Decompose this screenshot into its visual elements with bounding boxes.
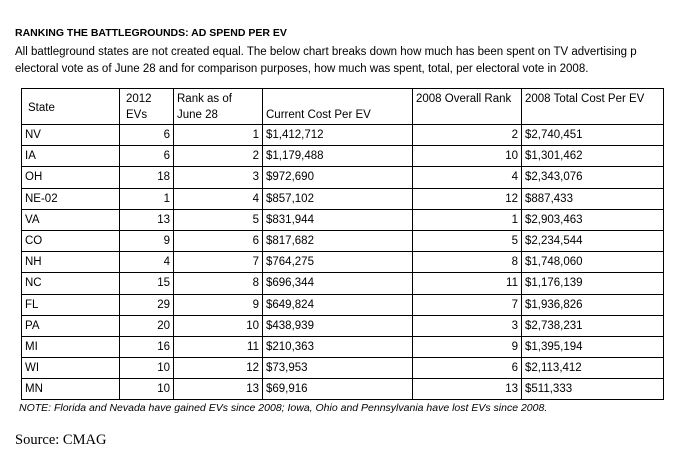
- header-rank-june-28: Rank as of June 28: [174, 89, 263, 125]
- document-heading: RANKING THE BATTLEGROUNDS: AD SPEND PER EV: [15, 27, 287, 39]
- cell-2008-rank: 13: [413, 379, 522, 400]
- cell-2008-rank: 10: [413, 146, 522, 167]
- cell-rank-june-28: 10: [174, 315, 263, 336]
- cell-2008-rank: 8: [413, 252, 522, 273]
- cell-current-cost: $972,690: [263, 167, 413, 188]
- cell-2008-rank: 6: [413, 358, 522, 379]
- cell-2008-rank: 11: [413, 273, 522, 294]
- cell-2008-total-cost: $2,903,463: [522, 209, 664, 230]
- cell-state: NE-02: [22, 188, 120, 209]
- cell-rank-june-28: 5: [174, 209, 263, 230]
- cell-state: MN: [22, 379, 120, 400]
- cell-2012-evs: 9: [120, 230, 174, 251]
- cell-rank-june-28: 11: [174, 336, 263, 357]
- table-row: [22, 230, 664, 251]
- cell-2008-rank: 4: [413, 167, 522, 188]
- intro-line-1: All battleground states are not created equal. The below chart breaks down how much has been spent on TV advertising p: [15, 46, 637, 58]
- cell-rank-june-28: 3: [174, 167, 263, 188]
- cell-2008-rank: 2: [413, 125, 522, 146]
- cell-2012-evs: 6: [120, 125, 174, 146]
- table-row: [22, 336, 664, 357]
- cell-state: NV: [22, 125, 120, 146]
- cell-state: CO: [22, 230, 120, 251]
- table-header-row: [22, 89, 664, 125]
- table-row: [22, 358, 664, 379]
- cell-2012-evs: 18: [120, 167, 174, 188]
- cell-state: VA: [22, 209, 120, 230]
- cell-rank-june-28: 9: [174, 294, 263, 315]
- cell-current-cost: $649,824: [263, 294, 413, 315]
- cell-current-cost: $1,179,488: [263, 146, 413, 167]
- cell-2012-evs: 20: [120, 315, 174, 336]
- cell-state: NH: [22, 252, 120, 273]
- cell-2008-total-cost: $1,936,826: [522, 294, 664, 315]
- cell-2008-rank: 7: [413, 294, 522, 315]
- cell-2008-total-cost: $2,234,544: [522, 230, 664, 251]
- header-2012-evs: 2012 EVs: [120, 89, 174, 125]
- cell-state: IA: [22, 146, 120, 167]
- cell-current-cost: $817,682: [263, 230, 413, 251]
- cell-2012-evs: 29: [120, 294, 174, 315]
- table-row: [22, 379, 664, 400]
- cell-2012-evs: 16: [120, 336, 174, 357]
- cell-current-cost: $438,939: [263, 315, 413, 336]
- cell-state: NC: [22, 273, 120, 294]
- cell-2008-total-cost: $887,433: [522, 188, 664, 209]
- cell-2012-evs: 10: [120, 379, 174, 400]
- cell-2008-total-cost: $2,113,412: [522, 358, 664, 379]
- table-row: [22, 294, 664, 315]
- table-row: [22, 209, 664, 230]
- cell-2008-total-cost: $1,748,060: [522, 252, 664, 273]
- header-2008-total-cost: 2008 Total Cost Per EV: [522, 89, 664, 125]
- cell-2008-total-cost: $2,738,231: [522, 315, 664, 336]
- cell-2008-rank: 3: [413, 315, 522, 336]
- table-row: [22, 146, 664, 167]
- cell-current-cost: $831,944: [263, 209, 413, 230]
- cell-2008-total-cost: $2,343,076: [522, 167, 664, 188]
- cell-rank-june-28: 13: [174, 379, 263, 400]
- cell-2008-total-cost: $1,301,462: [522, 146, 664, 167]
- cell-rank-june-28: 4: [174, 188, 263, 209]
- cell-2012-evs: 1: [120, 188, 174, 209]
- table-row: [22, 315, 664, 336]
- table-row: [22, 125, 664, 146]
- cell-state: OH: [22, 167, 120, 188]
- header-state: State: [22, 89, 120, 125]
- cell-2008-rank: 9: [413, 336, 522, 357]
- header-2008-rank: 2008 Overall Rank: [413, 89, 522, 125]
- table-row: [22, 167, 664, 188]
- cell-2012-evs: 6: [120, 146, 174, 167]
- cell-rank-june-28: 1: [174, 125, 263, 146]
- cell-2008-rank: 1: [413, 209, 522, 230]
- cell-2008-total-cost: $2,740,451: [522, 125, 664, 146]
- cell-2012-evs: 15: [120, 273, 174, 294]
- cell-2008-total-cost: $511,333: [522, 379, 664, 400]
- cell-state: MI: [22, 336, 120, 357]
- cell-2008-total-cost: $1,176,139: [522, 273, 664, 294]
- cell-rank-june-28: 2: [174, 146, 263, 167]
- cell-rank-june-28: 6: [174, 230, 263, 251]
- cell-state: FL: [22, 294, 120, 315]
- cell-current-cost: $696,344: [263, 273, 413, 294]
- table-row: [22, 252, 664, 273]
- cell-current-cost: $764,275: [263, 252, 413, 273]
- table-row: [22, 273, 664, 294]
- ad-spend-table: [21, 88, 664, 400]
- cell-current-cost: $73,953: [263, 358, 413, 379]
- cell-rank-june-28: 12: [174, 358, 263, 379]
- header-current-cost: Current Cost Per EV: [263, 89, 413, 125]
- cell-2012-evs: 13: [120, 209, 174, 230]
- cell-2008-rank: 12: [413, 188, 522, 209]
- cell-current-cost: $1,412,712: [263, 125, 413, 146]
- cell-2008-rank: 5: [413, 230, 522, 251]
- cell-rank-june-28: 8: [174, 273, 263, 294]
- intro-line-2: electoral vote as of June 28 and for comparison purposes, how much was spent, total, per electoral vote in 2008.: [15, 63, 589, 75]
- intro-paragraph: [15, 44, 681, 78]
- table-row: [22, 188, 664, 209]
- footnote: NOTE: Florida and Nevada have gained EVs since 2008; Iowa, Ohio and Pennsylvania have lost EVs since 2008.: [19, 402, 548, 414]
- cell-current-cost: $69,916: [263, 379, 413, 400]
- cell-2012-evs: 4: [120, 252, 174, 273]
- table-body: [22, 125, 664, 400]
- cell-state: PA: [22, 315, 120, 336]
- cell-current-cost: $210,363: [263, 336, 413, 357]
- cell-2008-total-cost: $1,395,194: [522, 336, 664, 357]
- cell-current-cost: $857,102: [263, 188, 413, 209]
- cell-state: WI: [22, 358, 120, 379]
- cell-rank-june-28: 7: [174, 252, 263, 273]
- source-line: Source: CMAG: [15, 432, 107, 448]
- cell-2012-evs: 10: [120, 358, 174, 379]
